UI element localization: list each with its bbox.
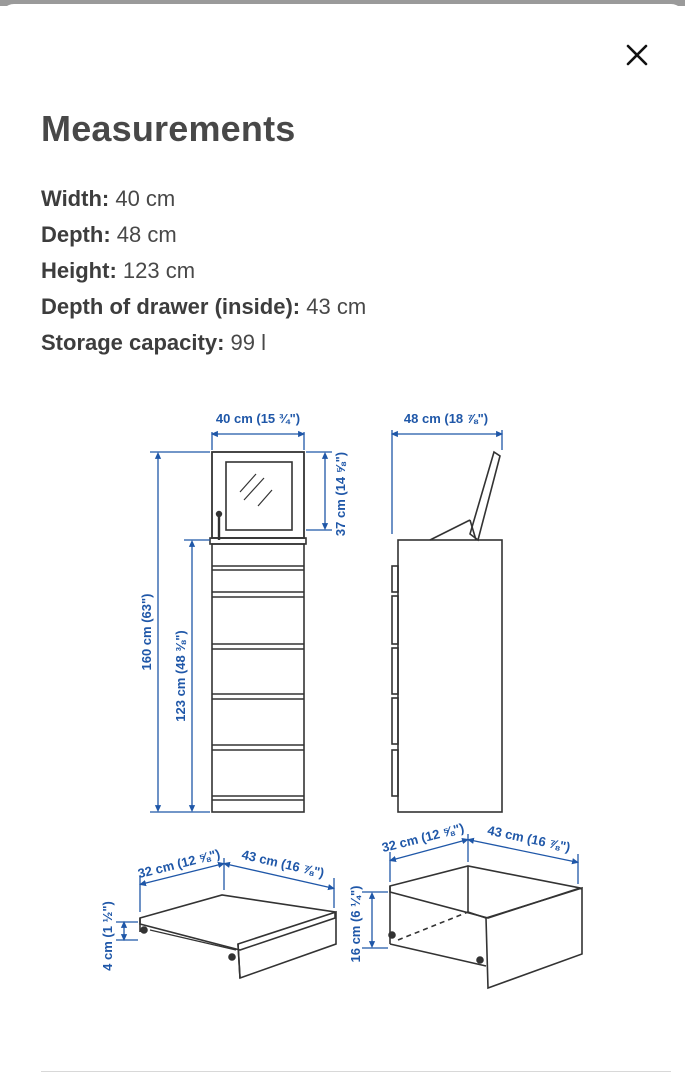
page-title: Measurements — [41, 108, 296, 149]
total-height-label: 160 cm (63") — [139, 593, 154, 671]
spec-value: 43 cm — [300, 294, 367, 319]
spec-depth — [41, 217, 366, 253]
spec-label: Height: — [41, 258, 117, 283]
front-width-label: 40 cm (15 ¾") — [215, 411, 301, 426]
large-drawer-width-label: 32 cm (12 ⅝") — [380, 820, 466, 856]
spec-height — [41, 253, 366, 289]
spec-list — [41, 181, 366, 361]
spec-value: 48 cm — [110, 222, 177, 247]
close-button[interactable] — [616, 34, 658, 76]
large-drawer — [389, 866, 582, 988]
spec-value: 99 l — [224, 330, 266, 355]
side-view — [392, 452, 502, 812]
measurement-diagram — [0, 395, 685, 1015]
small-drawer-depth-label: 43 cm (16 ⅞") — [240, 846, 326, 881]
spec-label: Depth of drawer (inside): — [41, 294, 301, 319]
large-drawer-height-label: 16 cm (6 ¼") — [348, 885, 363, 963]
body-height-label: 123 cm (48 ⅜") — [173, 630, 188, 722]
spec-value: 40 cm — [109, 186, 176, 211]
bottom-divider — [41, 1071, 671, 1072]
mirror-height-label: 37 cm (14 ⅝") — [333, 451, 348, 537]
small-drawer-height-label: 4 cm (1 ½") — [100, 901, 115, 971]
front-view — [210, 452, 306, 812]
close-icon — [625, 43, 649, 67]
spec-label: Width: — [41, 186, 110, 211]
spec-drawer-depth — [41, 289, 366, 325]
spec-label: Storage capacity: — [41, 330, 225, 355]
side-depth-label: 48 cm (18 ⅞") — [403, 411, 489, 426]
spec-storage-capacity — [41, 325, 366, 361]
spec-label: Depth: — [41, 222, 111, 247]
large-drawer-depth-label: 43 cm (16 ⅞") — [486, 822, 572, 855]
spec-value: 123 cm — [116, 258, 196, 283]
small-drawer-width-label: 32 cm (12 ⅝") — [136, 846, 222, 882]
spec-width — [41, 181, 366, 217]
small-drawer — [140, 895, 336, 978]
